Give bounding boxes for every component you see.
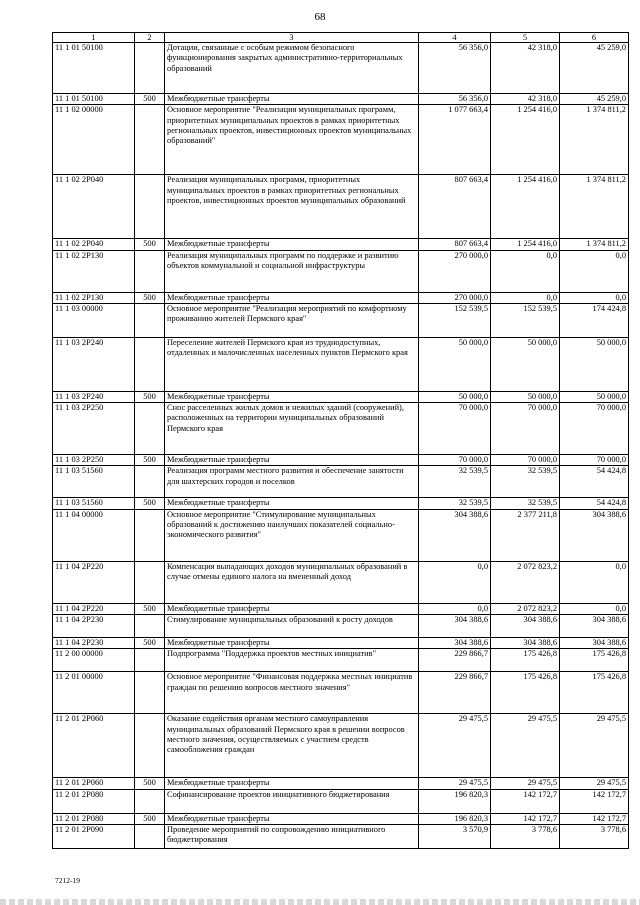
code-cell: 11 1 02 00000	[53, 105, 135, 175]
amount-col4-cell: 70 000,0	[419, 403, 491, 455]
amount-col6-cell: 29 475,5	[560, 778, 629, 789]
name-cell: Переселение жителей Пермского края из труднодоступных, отдаленных и малочисленных населенных пунктов Пермского края	[165, 337, 419, 391]
amount-col5-cell: 1 254 416,0	[491, 239, 560, 250]
amount-col4-cell: 304 388,6	[419, 509, 491, 561]
expense-type-cell	[135, 403, 165, 455]
amount-col6-cell: 0,0	[560, 561, 629, 603]
amount-col5-cell: 32 539,5	[491, 466, 560, 498]
amount-col4-cell: 0,0	[419, 561, 491, 603]
code-cell: 11 2 01 2P080	[53, 813, 135, 824]
name-cell: Межбюджетные трансферты	[165, 292, 419, 303]
amount-col6-cell: 70 000,0	[560, 455, 629, 466]
table-row	[53, 561, 629, 603]
code-cell: 11 1 04 00000	[53, 509, 135, 561]
code-cell: 11 1 03 51560	[53, 466, 135, 498]
amount-col5-cell: 32 539,5	[491, 498, 560, 509]
amount-col4-cell: 152 539,5	[419, 303, 491, 337]
amount-col6-cell: 50 000,0	[560, 391, 629, 402]
amount-col4-cell: 229 866,7	[419, 672, 491, 714]
code-cell: 11 1 04 2P230	[53, 638, 135, 649]
amount-col5-cell: 152 539,5	[491, 303, 560, 337]
amount-col5-cell: 304 388,6	[491, 615, 560, 638]
amount-col6-cell: 3 778,6	[560, 824, 629, 848]
table-row	[53, 638, 629, 649]
expense-type-cell	[135, 303, 165, 337]
amount-col5-cell: 1 254 416,0	[491, 175, 560, 239]
amount-col5-cell: 0,0	[491, 250, 560, 292]
name-cell: Реализация муниципальных программ, приоритетных муниципальных проектов в рамках приоритетных региональных проектов, инвестиционных проектов муниципальных образований	[165, 175, 419, 239]
page-number: 68	[314, 11, 326, 23]
amount-col5-cell: 70 000,0	[491, 455, 560, 466]
expense-type-cell	[135, 466, 165, 498]
expense-type-cell: 500	[135, 603, 165, 614]
amount-col6-cell: 1 374 811,2	[560, 239, 629, 250]
name-cell: Межбюджетные трансферты	[165, 778, 419, 789]
amount-col6-cell: 304 388,6	[560, 509, 629, 561]
name-cell: Снос расселенных жилых домов и нежилых зданий (сооружений), расположенных на территории муниципальных образований Пермского края	[165, 403, 419, 455]
name-cell: Реализация муниципальных программ по поддержке и развитию объектов коммунальной и социальной инфраструктуры	[165, 250, 419, 292]
amount-col6-cell: 1 374 811,2	[560, 175, 629, 239]
amount-col6-cell: 45 259,0	[560, 43, 629, 94]
amount-col6-cell: 304 388,6	[560, 615, 629, 638]
code-cell: 11 2 01 2P080	[53, 789, 135, 813]
amount-col4-cell: 32 539,5	[419, 498, 491, 509]
amount-col4-cell: 270 000,0	[419, 292, 491, 303]
expense-type-cell: 500	[135, 455, 165, 466]
table-row	[53, 303, 629, 337]
code-cell: 11 2 00 00000	[53, 649, 135, 672]
table-row	[53, 672, 629, 714]
code-cell: 11 1 03 00000	[53, 303, 135, 337]
code-cell: 11 1 04 2P220	[53, 603, 135, 614]
amount-col5-cell: 142 172,7	[491, 789, 560, 813]
amount-col6-cell: 142 172,7	[560, 789, 629, 813]
code-cell: 11 2 01 2P060	[53, 778, 135, 789]
table-row	[53, 250, 629, 292]
amount-col4-cell: 3 570,9	[419, 824, 491, 848]
name-cell: Основное мероприятие "Стимулирование муниципальных образований к достижению наилучших показателей социально-экономического развития"	[165, 509, 419, 561]
amount-col4-cell: 229 866,7	[419, 649, 491, 672]
code-cell: 11 1 01 50100	[53, 94, 135, 105]
amount-col4-cell: 50 000,0	[419, 337, 491, 391]
name-cell: Межбюджетные трансферты	[165, 498, 419, 509]
amount-col4-cell: 32 539,5	[419, 466, 491, 498]
amount-col4-cell: 29 475,5	[419, 714, 491, 778]
code-cell: 11 1 01 50100	[53, 43, 135, 94]
amount-col4-cell: 304 388,6	[419, 638, 491, 649]
name-cell: Дотации, связанные с особым режимом безопасного функционирования закрытых административно-территориальных образований	[165, 43, 419, 94]
name-cell: Основное мероприятие "Реализация муниципальных программ, приоритетных муниципальных проектов в рамках приоритетных региональных проектов, инвестиционных проектов муниципальных образований"	[165, 105, 419, 175]
code-cell: 11 1 03 2P240	[53, 337, 135, 391]
amount-col4-cell: 270 000,0	[419, 250, 491, 292]
document-code: 7212-19	[55, 876, 80, 885]
amount-col5-cell: 50 000,0	[491, 337, 560, 391]
amount-col5-cell: 0,0	[491, 292, 560, 303]
amount-col4-cell: 50 000,0	[419, 391, 491, 402]
name-cell: Межбюджетные трансферты	[165, 391, 419, 402]
expense-type-cell	[135, 714, 165, 778]
amount-col5-cell: 142 172,7	[491, 813, 560, 824]
expense-type-cell: 500	[135, 292, 165, 303]
amount-col6-cell: 0,0	[560, 603, 629, 614]
name-cell: Стимулирование муниципальных образований к росту доходов	[165, 615, 419, 638]
table-row	[53, 498, 629, 509]
amount-col6-cell: 1 374 811,2	[560, 105, 629, 175]
name-cell: Межбюджетные трансферты	[165, 455, 419, 466]
amount-col5-cell: 175 426,8	[491, 672, 560, 714]
name-cell: Межбюджетные трансферты	[165, 239, 419, 250]
amount-col4-cell: 807 663,4	[419, 175, 491, 239]
expense-type-cell	[135, 175, 165, 239]
amount-col5-cell: 29 475,5	[491, 778, 560, 789]
amount-col6-cell: 70 000,0	[560, 403, 629, 455]
table-row	[53, 615, 629, 638]
table-row	[53, 603, 629, 614]
col-header-1: 1	[53, 33, 135, 43]
amount-col6-cell: 50 000,0	[560, 337, 629, 391]
col-header-4: 4	[419, 33, 491, 43]
code-cell: 11 1 02 2P130	[53, 292, 135, 303]
name-cell: Оказание содействия органам местного самоуправления муниципальных образований Пермского края в решении вопросов местного значения, осуществляемых с участием средств самообложения граждан	[165, 714, 419, 778]
table-row	[53, 337, 629, 391]
name-cell: Основное мероприятие "Реализация мероприятий по комфортному проживанию жителей Пермского края"	[165, 303, 419, 337]
name-cell: Реализация программ местного развития и обеспечение занятости для шахтерских городов и поселков	[165, 466, 419, 498]
code-cell: 11 2 01 2P060	[53, 714, 135, 778]
expense-type-cell: 500	[135, 239, 165, 250]
amount-col4-cell: 196 820,3	[419, 813, 491, 824]
amount-col5-cell: 2 377 211,8	[491, 509, 560, 561]
expense-type-cell: 500	[135, 498, 165, 509]
name-cell: Межбюджетные трансферты	[165, 638, 419, 649]
amount-col5-cell: 2 072 823,2	[491, 561, 560, 603]
amount-col4-cell: 56 356,0	[419, 43, 491, 94]
table-row	[53, 43, 629, 94]
amount-col4-cell: 1 077 663,4	[419, 105, 491, 175]
expense-type-cell: 500	[135, 638, 165, 649]
expense-type-cell	[135, 824, 165, 848]
budget-table	[52, 32, 629, 849]
amount-col6-cell: 175 426,8	[560, 649, 629, 672]
amount-col6-cell: 54 424,8	[560, 466, 629, 498]
amount-col4-cell: 196 820,3	[419, 789, 491, 813]
table-row	[53, 292, 629, 303]
amount-col6-cell: 0,0	[560, 250, 629, 292]
amount-col5-cell: 50 000,0	[491, 391, 560, 402]
expense-type-cell: 500	[135, 391, 165, 402]
table-row	[53, 789, 629, 813]
amount-col6-cell: 174 424,8	[560, 303, 629, 337]
amount-col5-cell: 42 318,0	[491, 94, 560, 105]
amount-col6-cell: 0,0	[560, 292, 629, 303]
expense-type-cell	[135, 105, 165, 175]
amount-col4-cell: 807 663,4	[419, 239, 491, 250]
amount-col6-cell: 54 424,8	[560, 498, 629, 509]
table-row	[53, 175, 629, 239]
amount-col4-cell: 56 356,0	[419, 94, 491, 105]
table-row	[53, 455, 629, 466]
code-cell: 11 1 03 2P250	[53, 455, 135, 466]
code-cell: 11 1 02 2P040	[53, 175, 135, 239]
name-cell: Софинансирование проектов инициативного бюджетирования	[165, 789, 419, 813]
amount-col5-cell: 29 475,5	[491, 714, 560, 778]
amount-col5-cell: 175 426,8	[491, 649, 560, 672]
table-row	[53, 509, 629, 561]
amount-col4-cell: 70 000,0	[419, 455, 491, 466]
code-cell: 11 1 03 2P240	[53, 391, 135, 402]
table-row	[53, 813, 629, 824]
amount-col6-cell: 304 388,6	[560, 638, 629, 649]
code-cell: 11 1 02 2P040	[53, 239, 135, 250]
expense-type-cell: 500	[135, 94, 165, 105]
amount-col4-cell: 29 475,5	[419, 778, 491, 789]
expense-type-cell	[135, 615, 165, 638]
amount-col5-cell: 2 072 823,2	[491, 603, 560, 614]
amount-col4-cell: 304 388,6	[419, 615, 491, 638]
table-row	[53, 778, 629, 789]
expense-type-cell	[135, 672, 165, 714]
col-header-2: 2	[135, 33, 165, 43]
col-header-6: 6	[560, 33, 629, 43]
expense-type-cell	[135, 43, 165, 94]
code-cell: 11 1 03 2P250	[53, 403, 135, 455]
code-cell: 11 1 04 2P230	[53, 615, 135, 638]
expense-type-cell	[135, 250, 165, 292]
expense-type-cell: 500	[135, 813, 165, 824]
code-cell: 11 2 01 2P090	[53, 824, 135, 848]
amount-col5-cell: 1 254 416,0	[491, 105, 560, 175]
amount-col5-cell: 304 388,6	[491, 638, 560, 649]
col-header-3: 3	[165, 33, 419, 43]
table-row	[53, 94, 629, 105]
expense-type-cell	[135, 561, 165, 603]
table-row	[53, 239, 629, 250]
expense-type-cell	[135, 789, 165, 813]
amount-col5-cell: 3 778,6	[491, 824, 560, 848]
expense-type-cell	[135, 649, 165, 672]
name-cell: Проведение мероприятий по сопровождению инициативного бюджетирования	[165, 824, 419, 848]
amount-col6-cell: 142 172,7	[560, 813, 629, 824]
expense-type-cell: 500	[135, 778, 165, 789]
table-row	[53, 824, 629, 848]
table-row	[53, 105, 629, 175]
amount-col6-cell: 45 259,0	[560, 94, 629, 105]
table-row	[53, 466, 629, 498]
scan-edge	[0, 899, 640, 905]
header-row	[53, 33, 629, 43]
expense-type-cell	[135, 509, 165, 561]
code-cell: 11 1 03 51560	[53, 498, 135, 509]
name-cell: Межбюджетные трансферты	[165, 94, 419, 105]
table-row	[53, 391, 629, 402]
col-header-5: 5	[491, 33, 560, 43]
table-row	[53, 403, 629, 455]
code-cell: 11 1 04 2P220	[53, 561, 135, 603]
name-cell: Основное мероприятие "Финансовая поддержка местных инициатив граждан по решению вопросов местного значения"	[165, 672, 419, 714]
code-cell: 11 1 02 2P130	[53, 250, 135, 292]
name-cell: Подпрограмма "Поддержка проектов местных инициатив"	[165, 649, 419, 672]
table-row	[53, 714, 629, 778]
name-cell: Компенсация выпадающих доходов муниципальных образований в случае отмены единого налога на вмененный доход	[165, 561, 419, 603]
amount-col5-cell: 70 000,0	[491, 403, 560, 455]
name-cell: Межбюджетные трансферты	[165, 603, 419, 614]
expense-type-cell	[135, 337, 165, 391]
amount-col5-cell: 42 318,0	[491, 43, 560, 94]
amount-col6-cell: 175 426,8	[560, 672, 629, 714]
amount-col6-cell: 29 475,5	[560, 714, 629, 778]
table-row	[53, 649, 629, 672]
amount-col4-cell: 0,0	[419, 603, 491, 614]
code-cell: 11 2 01 00000	[53, 672, 135, 714]
name-cell: Межбюджетные трансферты	[165, 813, 419, 824]
